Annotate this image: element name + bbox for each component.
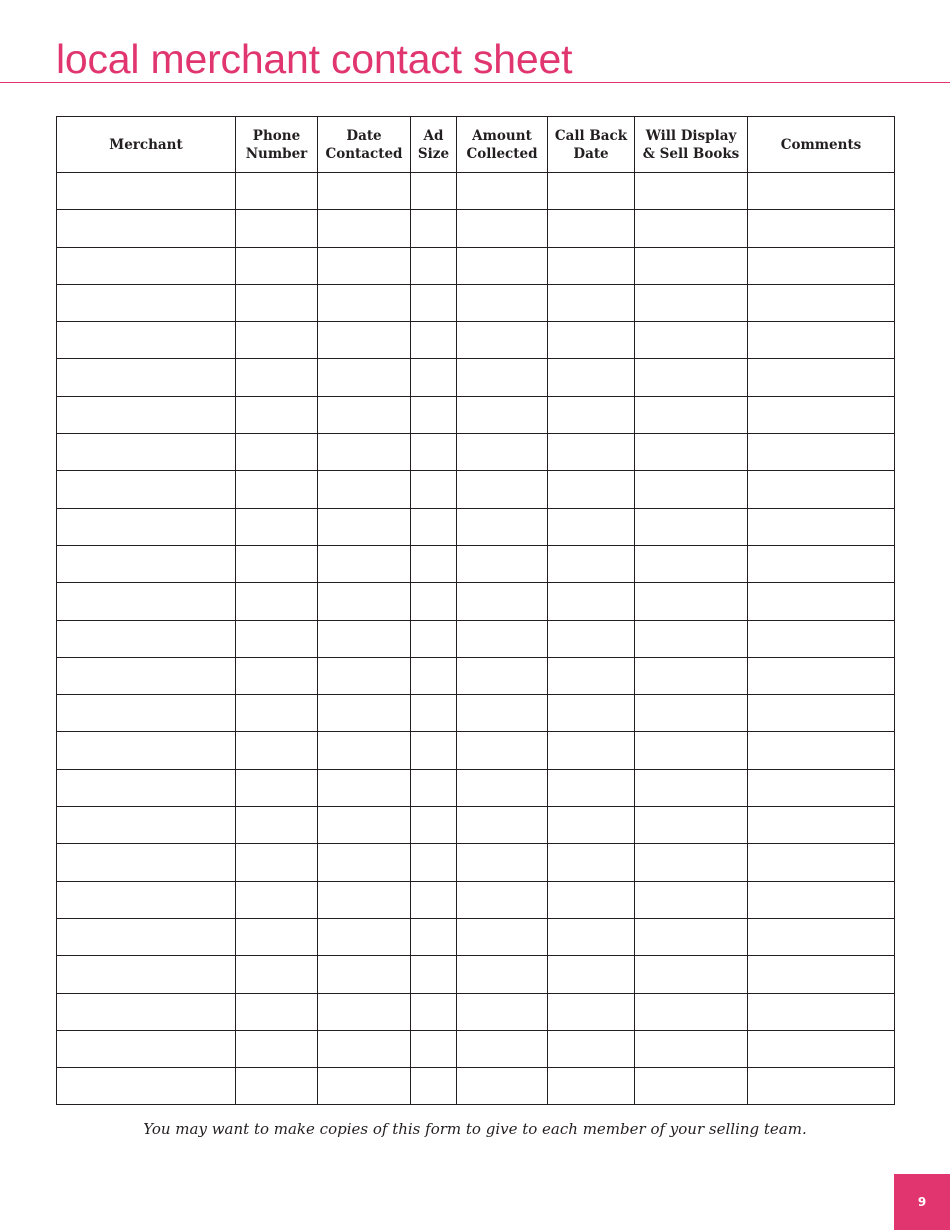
cell-comments — [748, 583, 895, 620]
cell-will-display-sell-books — [635, 769, 748, 806]
cell-date-contacted — [318, 844, 411, 881]
cell-amount-collected — [457, 1068, 548, 1105]
cell-comments — [748, 1030, 895, 1067]
cell-will-display-sell-books — [635, 993, 748, 1030]
cell-will-display-sell-books — [635, 471, 748, 508]
cell-date-contacted — [318, 993, 411, 1030]
cell-ad-size — [411, 1030, 457, 1067]
copies-note: You may want to make copies of this form to give to each member of your selling team. — [143, 1120, 807, 1138]
cell-call-back-date — [548, 695, 635, 732]
table-row — [57, 583, 895, 620]
cell-date-contacted — [318, 359, 411, 396]
cell-will-display-sell-books — [635, 1030, 748, 1067]
cell-will-display-sell-books — [635, 284, 748, 321]
cell-phone-number — [236, 583, 318, 620]
cell-call-back-date — [548, 173, 635, 210]
cell-call-back-date — [548, 545, 635, 582]
cell-will-display-sell-books — [635, 620, 748, 657]
cell-merchant — [57, 396, 236, 433]
cell-date-contacted — [318, 583, 411, 620]
cell-amount-collected — [457, 396, 548, 433]
cell-merchant — [57, 620, 236, 657]
page-number-badge — [894, 1174, 950, 1230]
cell-will-display-sell-books — [635, 807, 748, 844]
cell-phone-number — [236, 284, 318, 321]
column-header-line: Merchant — [109, 136, 183, 153]
cell-merchant — [57, 434, 236, 471]
cell-call-back-date — [548, 769, 635, 806]
cell-amount-collected — [457, 881, 548, 918]
cell-amount-collected — [457, 508, 548, 545]
cell-ad-size — [411, 322, 457, 359]
cell-phone-number — [236, 247, 318, 284]
cell-comments — [748, 508, 895, 545]
cell-comments — [748, 620, 895, 657]
cell-comments — [748, 807, 895, 844]
table-row — [57, 918, 895, 955]
cell-comments — [748, 844, 895, 881]
column-header-line: Date — [573, 145, 609, 162]
cell-amount-collected — [457, 434, 548, 471]
cell-call-back-date — [548, 844, 635, 881]
cell-merchant — [57, 284, 236, 321]
column-header-date-contacted — [318, 117, 411, 173]
cell-comments — [748, 284, 895, 321]
cell-date-contacted — [318, 956, 411, 993]
table-row — [57, 471, 895, 508]
cell-ad-size — [411, 1068, 457, 1105]
column-header-line: Ad — [423, 127, 444, 144]
column-header-line: & Sell Books — [642, 145, 740, 162]
cell-call-back-date — [548, 993, 635, 1030]
cell-ad-size — [411, 881, 457, 918]
cell-comments — [748, 695, 895, 732]
cell-call-back-date — [548, 210, 635, 247]
cell-call-back-date — [548, 1030, 635, 1067]
table-row — [57, 322, 895, 359]
cell-will-display-sell-books — [635, 956, 748, 993]
column-header-line: Comments — [780, 136, 862, 153]
cell-call-back-date — [548, 284, 635, 321]
cell-will-display-sell-books — [635, 322, 748, 359]
cell-ad-size — [411, 769, 457, 806]
cell-date-contacted — [318, 471, 411, 508]
column-header-line: Collected — [466, 145, 538, 162]
column-header-line: Amount — [472, 127, 532, 144]
cell-phone-number — [236, 769, 318, 806]
cell-phone-number — [236, 1030, 318, 1067]
cell-ad-size — [411, 918, 457, 955]
cell-will-display-sell-books — [635, 881, 748, 918]
cell-will-display-sell-books — [635, 695, 748, 732]
cell-comments — [748, 396, 895, 433]
cell-phone-number — [236, 881, 318, 918]
cell-ad-size — [411, 844, 457, 881]
cell-ad-size — [411, 284, 457, 321]
column-header-line: Date — [346, 127, 382, 144]
cell-comments — [748, 918, 895, 955]
cell-amount-collected — [457, 210, 548, 247]
cell-merchant — [57, 471, 236, 508]
cell-merchant — [57, 695, 236, 732]
table-row — [57, 732, 895, 769]
cell-comments — [748, 993, 895, 1030]
table-row — [57, 1068, 895, 1105]
column-header-line: Call Back — [554, 127, 628, 144]
cell-date-contacted — [318, 1030, 411, 1067]
cell-amount-collected — [457, 247, 548, 284]
cell-phone-number — [236, 807, 318, 844]
cell-phone-number — [236, 545, 318, 582]
column-header-line: Number — [245, 145, 308, 162]
cell-call-back-date — [548, 620, 635, 657]
table-header-row — [57, 117, 895, 173]
cell-phone-number — [236, 396, 318, 433]
cell-date-contacted — [318, 620, 411, 657]
cell-merchant — [57, 732, 236, 769]
cell-ad-size — [411, 807, 457, 844]
cell-ad-size — [411, 359, 457, 396]
cell-amount-collected — [457, 1030, 548, 1067]
cell-date-contacted — [318, 284, 411, 321]
column-header-amount-collected — [457, 117, 548, 173]
cell-date-contacted — [318, 173, 411, 210]
cell-merchant — [57, 956, 236, 993]
cell-merchant — [57, 1030, 236, 1067]
cell-date-contacted — [318, 247, 411, 284]
cell-phone-number — [236, 471, 318, 508]
page-number: 9 — [917, 1195, 927, 1209]
cell-call-back-date — [548, 471, 635, 508]
cell-comments — [748, 881, 895, 918]
cell-date-contacted — [318, 918, 411, 955]
cell-call-back-date — [548, 508, 635, 545]
cell-will-display-sell-books — [635, 732, 748, 769]
table-row — [57, 881, 895, 918]
cell-ad-size — [411, 993, 457, 1030]
cell-amount-collected — [457, 769, 548, 806]
cell-merchant — [57, 359, 236, 396]
table-row — [57, 173, 895, 210]
cell-call-back-date — [548, 247, 635, 284]
cell-merchant — [57, 769, 236, 806]
cell-amount-collected — [457, 695, 548, 732]
column-header-will-display-sell-books — [635, 117, 748, 173]
cell-phone-number — [236, 1068, 318, 1105]
cell-phone-number — [236, 322, 318, 359]
cell-amount-collected — [457, 173, 548, 210]
cell-amount-collected — [457, 956, 548, 993]
cell-amount-collected — [457, 471, 548, 508]
cell-merchant — [57, 1068, 236, 1105]
cell-comments — [748, 247, 895, 284]
table-row — [57, 1030, 895, 1067]
table-row — [57, 359, 895, 396]
cell-ad-size — [411, 695, 457, 732]
cell-amount-collected — [457, 918, 548, 955]
cell-phone-number — [236, 434, 318, 471]
cell-comments — [748, 769, 895, 806]
cell-comments — [748, 434, 895, 471]
cell-date-contacted — [318, 508, 411, 545]
cell-call-back-date — [548, 322, 635, 359]
table-row — [57, 993, 895, 1030]
column-header-call-back-date — [548, 117, 635, 173]
cell-comments — [748, 545, 895, 582]
cell-merchant — [57, 210, 236, 247]
cell-amount-collected — [457, 807, 548, 844]
table-row — [57, 657, 895, 694]
cell-merchant — [57, 881, 236, 918]
cell-phone-number — [236, 210, 318, 247]
cell-ad-size — [411, 173, 457, 210]
cell-date-contacted — [318, 434, 411, 471]
page-title: local merchant contact sheet — [56, 36, 573, 82]
merchant-contact-table — [56, 116, 895, 1105]
cell-call-back-date — [548, 807, 635, 844]
cell-ad-size — [411, 657, 457, 694]
cell-phone-number — [236, 173, 318, 210]
cell-will-display-sell-books — [635, 918, 748, 955]
cell-ad-size — [411, 471, 457, 508]
table-row — [57, 769, 895, 806]
cell-comments — [748, 359, 895, 396]
cell-ad-size — [411, 732, 457, 769]
table-row — [57, 844, 895, 881]
cell-comments — [748, 173, 895, 210]
cell-phone-number — [236, 844, 318, 881]
cell-comments — [748, 471, 895, 508]
cell-will-display-sell-books — [635, 583, 748, 620]
cell-phone-number — [236, 918, 318, 955]
cell-call-back-date — [548, 434, 635, 471]
cell-amount-collected — [457, 284, 548, 321]
cell-will-display-sell-books — [635, 359, 748, 396]
column-header-comments — [748, 117, 895, 173]
table-row — [57, 807, 895, 844]
cell-merchant — [57, 173, 236, 210]
cell-will-display-sell-books — [635, 210, 748, 247]
column-header-merchant — [57, 117, 236, 173]
cell-date-contacted — [318, 769, 411, 806]
cell-merchant — [57, 918, 236, 955]
table-row — [57, 284, 895, 321]
cell-comments — [748, 210, 895, 247]
cell-will-display-sell-books — [635, 545, 748, 582]
cell-date-contacted — [318, 657, 411, 694]
cell-amount-collected — [457, 732, 548, 769]
cell-merchant — [57, 583, 236, 620]
cell-amount-collected — [457, 620, 548, 657]
cell-date-contacted — [318, 807, 411, 844]
cell-ad-size — [411, 434, 457, 471]
cell-merchant — [57, 247, 236, 284]
cell-amount-collected — [457, 657, 548, 694]
cell-date-contacted — [318, 732, 411, 769]
cell-ad-size — [411, 620, 457, 657]
cell-call-back-date — [548, 881, 635, 918]
cell-amount-collected — [457, 844, 548, 881]
cell-merchant — [57, 508, 236, 545]
cell-ad-size — [411, 396, 457, 433]
cell-amount-collected — [457, 583, 548, 620]
table-row — [57, 545, 895, 582]
cell-phone-number — [236, 956, 318, 993]
column-header-line: Phone — [252, 127, 301, 144]
table-row — [57, 695, 895, 732]
cell-call-back-date — [548, 732, 635, 769]
cell-phone-number — [236, 993, 318, 1030]
cell-ad-size — [411, 583, 457, 620]
cell-date-contacted — [318, 322, 411, 359]
table-row — [57, 247, 895, 284]
cell-date-contacted — [318, 881, 411, 918]
cell-will-display-sell-books — [635, 1068, 748, 1105]
cell-will-display-sell-books — [635, 396, 748, 433]
cell-will-display-sell-books — [635, 247, 748, 284]
table-row — [57, 434, 895, 471]
cell-date-contacted — [318, 210, 411, 247]
cell-date-contacted — [318, 1068, 411, 1105]
table-body — [57, 173, 895, 1105]
cell-merchant — [57, 993, 236, 1030]
cell-ad-size — [411, 545, 457, 582]
cell-phone-number — [236, 695, 318, 732]
cell-ad-size — [411, 247, 457, 284]
cell-amount-collected — [457, 359, 548, 396]
cell-date-contacted — [318, 545, 411, 582]
cell-will-display-sell-books — [635, 434, 748, 471]
cell-will-display-sell-books — [635, 508, 748, 545]
cell-merchant — [57, 657, 236, 694]
column-header-line: Contacted — [325, 145, 403, 162]
column-header-line: Size — [417, 145, 450, 162]
cell-ad-size — [411, 210, 457, 247]
title-underline — [0, 82, 950, 83]
cell-ad-size — [411, 508, 457, 545]
cell-call-back-date — [548, 396, 635, 433]
cell-amount-collected — [457, 322, 548, 359]
cell-call-back-date — [548, 1068, 635, 1105]
cell-will-display-sell-books — [635, 173, 748, 210]
cell-amount-collected — [457, 545, 548, 582]
cell-phone-number — [236, 620, 318, 657]
table-row — [57, 210, 895, 247]
cell-call-back-date — [548, 956, 635, 993]
cell-merchant — [57, 844, 236, 881]
cell-will-display-sell-books — [635, 844, 748, 881]
cell-will-display-sell-books — [635, 657, 748, 694]
cell-phone-number — [236, 657, 318, 694]
column-header-line: Will Display — [645, 127, 737, 144]
cell-call-back-date — [548, 657, 635, 694]
cell-comments — [748, 956, 895, 993]
cell-date-contacted — [318, 396, 411, 433]
cell-call-back-date — [548, 359, 635, 396]
table-row — [57, 508, 895, 545]
cell-call-back-date — [548, 583, 635, 620]
cell-comments — [748, 322, 895, 359]
cell-comments — [748, 732, 895, 769]
cell-phone-number — [236, 359, 318, 396]
table-row — [57, 620, 895, 657]
cell-ad-size — [411, 956, 457, 993]
cell-merchant — [57, 322, 236, 359]
cell-date-contacted — [318, 695, 411, 732]
cell-phone-number — [236, 732, 318, 769]
table-row — [57, 396, 895, 433]
column-header-phone-number — [236, 117, 318, 173]
cell-amount-collected — [457, 993, 548, 1030]
cell-call-back-date — [548, 918, 635, 955]
cell-merchant — [57, 545, 236, 582]
column-header-ad-size — [411, 117, 457, 173]
cell-merchant — [57, 807, 236, 844]
cell-comments — [748, 1068, 895, 1105]
cell-phone-number — [236, 508, 318, 545]
cell-comments — [748, 657, 895, 694]
table-row — [57, 956, 895, 993]
